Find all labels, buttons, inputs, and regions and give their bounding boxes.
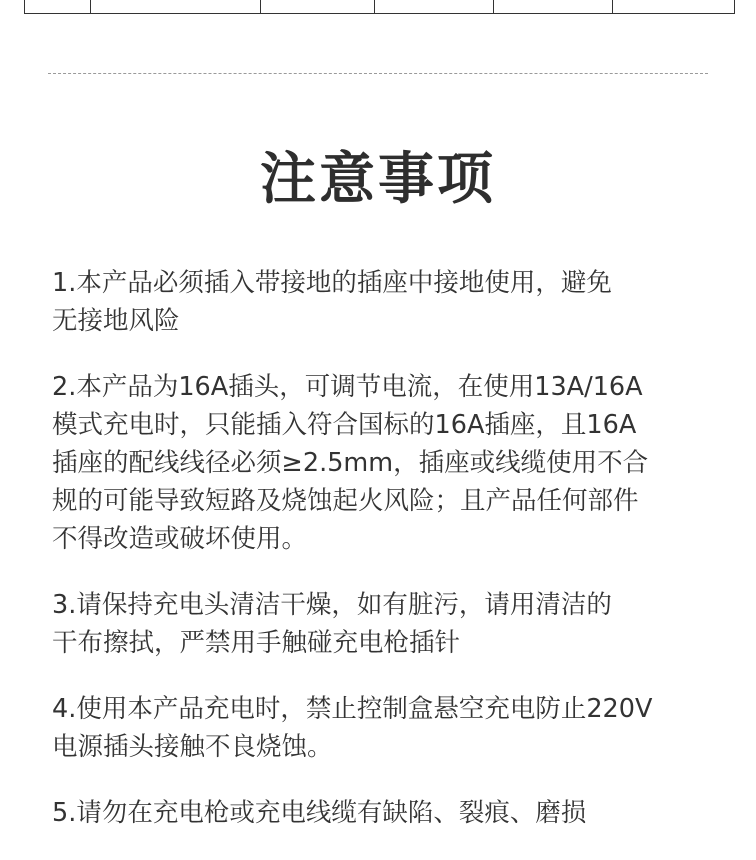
note-line: 不得改造或破坏使用。 (52, 524, 308, 554)
note-line: 5.请勿在充电枪或充电线缆有缺陷、裂痕、磨损 (52, 798, 587, 828)
note-item-2 (52, 368, 732, 558)
table-cell (91, 0, 261, 14)
note-line: 干布擦拭，严禁用手触碰充电枪插针 (52, 628, 461, 658)
note-item-4 (52, 690, 732, 766)
note-line: 无接地风险 (52, 306, 180, 336)
note-item-1 (52, 264, 732, 340)
page-title: 注意事项 (260, 147, 496, 212)
note-line: 2.本产品为16A插头，可调节电流，在使用13A/16A (52, 372, 643, 402)
note-line: 4.使用本产品充电时，禁止控制盒悬空充电防止220V (52, 694, 653, 724)
table-cell (25, 0, 91, 14)
table-cell (375, 0, 494, 14)
note-line: 规的可能导致短路及烧蚀起火风险；且产品任何部件 (52, 486, 639, 516)
dashed-divider (48, 73, 708, 74)
note-line: 模式充电时，只能插入符合国标的16A插座，且16A (52, 410, 637, 440)
note-line: 1.本产品必须插入带接地的插座中接地使用，避免 (52, 268, 612, 298)
note-line: 电源插头接触不良烧蚀。 (52, 732, 333, 762)
note-line: 3.请保持充电头清洁干燥，如有脏污，请用清洁的 (52, 590, 612, 620)
note-item-5 (52, 794, 732, 832)
note-line: 插座的配线线径必须≥2.5mm，插座或线缆使用不合 (52, 448, 649, 478)
table-cell (261, 0, 375, 14)
table-cell (613, 0, 735, 14)
note-item-3 (52, 586, 732, 662)
table-cell (494, 0, 613, 14)
table-row (25, 0, 735, 14)
notes-list (52, 264, 732, 860)
top-table-fragment (24, 0, 735, 14)
